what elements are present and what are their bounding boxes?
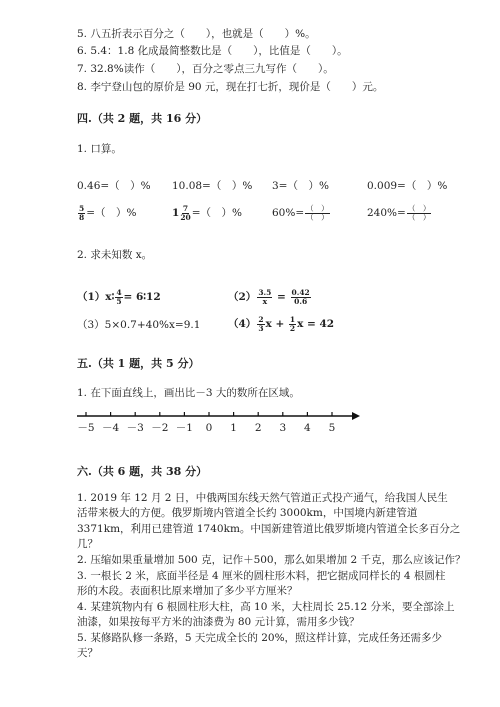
number-line-label: 3 [279,422,287,434]
problem-text-line: 1. 2019 年 12 月 2 日，中俄两国东线天然气管道正式投产通气，给我国人民生 [77,492,448,504]
section-5-title: 五.（共 1 题，共 5 分） [77,357,200,370]
equation-3: （3）5×0.7+40%x=9.1 [77,319,201,331]
fraction: $\frac{5}{8}$ [79,203,85,222]
problem-text-line: 几？ [77,538,98,550]
number-line-label: 1 [230,422,237,434]
number-line [0,405,500,445]
calc-item: 10.08=（ ）% [172,180,253,192]
problem-text-line: 3. 一根长 2 米，底面半径是 4 厘米的圆柱形木料，把它据成同样长的 4 根圆柱 [77,570,446,582]
calc-item: 0.009=（ ）% [367,180,448,192]
number-line-label: －5 [77,422,95,434]
number-line-arrow [352,412,360,420]
question-solve-x: 2. 求未知数 x。 [77,249,153,261]
question-oral-calc: 1. 口算。 [77,143,122,155]
problem-text-line: 3371km，利用已建管道 1740km。中国新建管道比俄罗斯境内管道全长多百分之 [77,523,461,535]
fraction: $\frac{( )}{( )}$ [407,203,431,222]
number-line-label: －3 [126,422,144,434]
problem-text-line: 形的木段。表面积比原来增加了多少平方厘米？ [77,585,298,597]
fill-item-7: 7. 32.8%读作（ ），百分之零点三九写作（ ）。 [77,63,334,75]
equation-1: （1）x∶ $\frac{4}{5}$ = 6∶12 [77,287,161,306]
calc-item-mixed-number: 1 $\frac{7}{20}$ =（ ）% [172,203,243,222]
problem-text-line: 5. 某修路队修一条路，5 天完成全长的 20%，照这样计算，完成任务还需多少 [77,632,443,644]
number-line-label: 5 [328,422,336,434]
section-4-title: 四.（共 2 题，共 16 分） [77,112,208,125]
section-6-title: 六.（共 6 题，共 38 分） [77,465,208,478]
fraction: $\frac{2}{3}$ [258,314,264,333]
calc-item: 0.46=（ ）% [77,180,151,192]
fraction: $\frac{4}{5}$ [116,287,122,306]
fill-item-8: 8. 李宁登山包的原价是 90 元，现在打七折，现价是（ ）元。 [77,81,384,93]
fill-item-5: 5. 八五折表示百分之（ ），也就是（ ）%。 [77,28,316,40]
fraction: $\frac{3.5}{x}$ [258,287,272,306]
number-line-label: －4 [102,422,120,434]
number-line-label: 4 [304,422,311,434]
problem-text-line: 4. 某建筑物内有 6 根圆柱形大柱，高 10 米，大柱周长 25.12 分米，要全部涂上 [77,601,455,613]
fraction: $\frac{0.42}{0.6}$ [291,287,310,306]
calc-item-percent-to-fraction: 60%= $\frac{( )}{( )}$ [272,203,329,222]
equation-2: （2） $\frac{3.5}{x}$ = $\frac{0.42}{0.6}$ [228,287,310,306]
fraction: $\frac{1}{2}$ [289,314,296,333]
fill-item-6: 6. 5.4：1.8 化成最简整数比是（ ），比值是（ ）。 [77,45,348,57]
number-line-label: 0 [205,422,213,434]
number-line-label: －1 [175,422,193,434]
problem-text-line: 天？ [77,647,98,659]
problem-text-line: 2. 压缩如果重量增加 500 克，记作＋500，那么如果增加 2 千克，那么应该记作？ [77,554,466,566]
number-line-label: 2 [254,422,262,434]
problem-text-line: 活带来极大的方便。俄罗斯境内管道全长约 3000km，中国境内新建管道 [77,507,418,519]
fraction: $\frac{( )}{( )}$ [306,203,329,222]
equation-4: （4） $\frac{2}{3}$ x + $\frac{1}{2}$ x = 42 [228,314,335,333]
fraction: $\frac{7}{20}$ [180,203,191,222]
question-number-line: 1. 在下面直线上，画出比－3 大的数所在区域。 [77,387,300,399]
number-line-label: －2 [151,422,169,434]
calc-item: 3=（ ）% [272,180,329,192]
problem-text-line: 油漆，如果按每平方米的油漆费为 80 元计算，需用多少钱？ [77,616,360,628]
calc-item-percent-to-fraction: 240%= $\frac{( )}{( )}$ [367,203,431,222]
calc-item-fraction-a: $\frac{5}{8}$ =（ ）% [79,203,137,222]
